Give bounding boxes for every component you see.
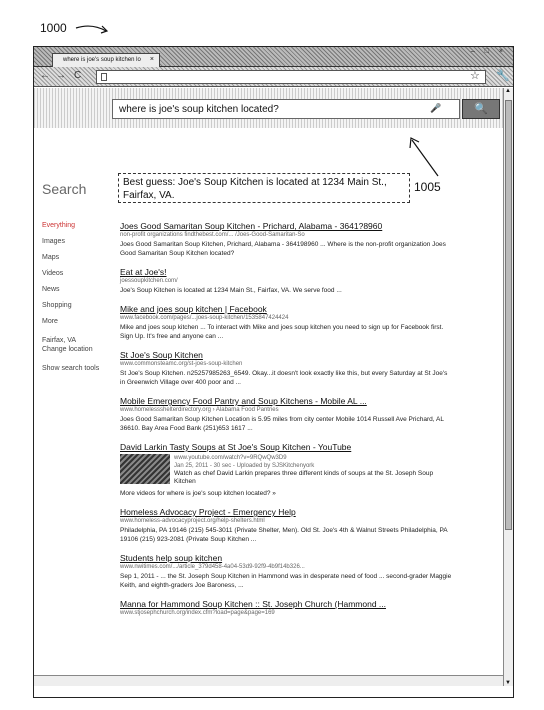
sidebar-item-maps[interactable]: Maps [42,254,60,261]
browser-toolbar [34,67,513,87]
result-url: www.nwitimes.com/.../article_379d458-4a04-53d9-92f9-4b9f14b326... [120,564,305,570]
result-item [120,351,452,387]
sidebar-item-images[interactable]: Images [42,238,65,245]
result-title-link[interactable]: Mobile Emergency Food Pantry and Soup Kitchens - Mobile AL ... [120,396,367,406]
video-upload-info: Jan 25, 2011 - 30 sec - Uploaded by SJSKitchenyork [174,463,315,469]
result-snippet: Joe's Soup Kitchen is located at 1234 Main St., Fairfax, VA. We serve food ... [120,287,342,294]
result-title-link[interactable]: Joes Good Samaritan Soup Kitchen - Prichard, Alabama - 3641?8960 [120,221,383,231]
result-snippet: Mike and joes soup kitchen ... To interact with Mike and joes soup kitchen you need to sign up for Facebook first. Sign Up. It's free and anyone can ... [120,324,444,340]
result-url: joessoupkitchen.com/ [120,278,178,284]
microphone-icon[interactable]: 🎤 [430,103,442,113]
result-item [120,600,452,618]
result-title-link[interactable]: Students help soup kitchen [120,553,223,563]
magnifier-icon: 🔍 [474,103,488,115]
result-item [120,397,452,433]
sidebar-item-everything[interactable]: Everything [42,222,76,229]
search-heading: Search [42,181,87,197]
result-title-link[interactable]: Manna for Hammond Soup Kitchen :: St. Joseph Church (Hammond ... [120,599,386,609]
location-text: Fairfax, VA [42,337,77,344]
more-videos-link[interactable]: More videos for where is joe's soup kitchen located? » [120,490,276,497]
result-url: www.commonsteamc.org/st-joes-soup-kitchen [120,361,243,367]
result-title-link[interactable]: Homeless Advocacy Project - Emergency Help [120,507,296,517]
result-item [120,508,452,544]
address-bar[interactable] [96,70,486,84]
figure-arrow-icon [74,20,114,36]
callout-arrow-icon [404,130,444,180]
scroll-up-icon[interactable]: ▲ [505,88,511,94]
result-title-link[interactable]: Eat at Joe's! [120,267,167,277]
result-item [120,222,452,258]
sidebar-item-more[interactable]: More [42,318,58,325]
result-snippet: Watch as chef David Larkin prepares three different kinds of soups at the St. Joseph Soup Kitchen [174,470,434,485]
result-url: www.homelessshelterdirectory.org › Alabama Food Pantries [120,407,279,413]
wrench-icon[interactable]: 🔧 [496,70,510,82]
window-controls[interactable]: – □ × [470,48,507,55]
search-button[interactable] [462,99,500,119]
result-item [120,305,452,341]
video-thumbnail[interactable] [120,454,170,484]
video-meta [174,454,452,486]
result-url: www.homeless-advocacyproject.org/help-shelters.html [120,518,265,524]
callout-label: 1005 [414,180,441,194]
result-url: non-profit organizations findthebest.com/... /Joes-Good-Samaritan-So [120,232,305,238]
search-input[interactable]: where is joe's soup kitchen located? [112,99,460,119]
browser-tab[interactable] [52,53,160,67]
result-item [120,268,452,295]
tab-close-icon[interactable]: × [149,56,154,63]
horizontal-scrollbar[interactable] [34,675,504,686]
reload-icon[interactable]: C [74,70,82,81]
result-snippet: St Joe's Soup Kitchen. n25257985263_6549. Okay...it doesn't look exactly like this, but every Saturday at St Joe's in Greenwich Village over 400 poor and ... [120,370,448,386]
result-url: www.facebook.com/pages/...joes-soup-kitchen/1535847424424 [120,315,289,321]
title-bar [34,47,513,67]
scroll-thumb[interactable] [505,100,512,530]
bookmark-star-icon[interactable]: ☆ [470,70,480,82]
result-url: www.stjosephchurch.org/index.cfm?load=page&page=169 [120,610,275,616]
video-result-item [120,443,452,498]
show-search-tools-link[interactable]: Show search tools [42,365,100,372]
tab-title: where is joe's soup kitchen lo [63,57,141,63]
result-snippet: Sep 1, 2011 - ... the St. Joseph Soup Kitchen in Hammond was in desperate need of food ... second-grader Maggie Keith, and eighth-graders Joe Baroness, ... [120,573,452,589]
result-title-link[interactable]: David Larkin Tasty Soups at St Joe's Soup Kitchen - YouTube [120,442,352,452]
vertical-scrollbar[interactable] [503,88,513,686]
back-arrow-icon[interactable]: ← [40,70,50,81]
search-header [34,88,504,128]
result-title-link[interactable]: Mike and joes soup kitchen | Facebook [120,304,267,314]
page-icon [101,73,107,81]
result-url: www.youtube.com/watch?v=9RQwQw3D9 [174,455,287,461]
sidebar-item-videos[interactable]: Videos [42,270,64,277]
sidebar-item-news[interactable]: News [42,286,60,293]
results-list [120,222,452,628]
forward-arrow-icon[interactable]: → [56,70,66,81]
change-location-link[interactable]: Change location [42,346,93,353]
figure-label: 1000 [40,21,67,35]
result-snippet: Joes Good Samaritan Soup Kitchen Location is 5.95 miles from city center Mobile 1014 Russell Ave Prichard, AL 36610. Bay Area Food Bank (251)653 1617 ... [120,416,444,432]
search-sidebar [42,222,99,381]
result-item [120,554,452,590]
result-snippet: Joes Good Samaritan Soup Kitchen, Prichard, Alabama - 364198960 ... Where is the non-profit organization Joes Good Samaritan Soup Kitchen located? [120,241,446,257]
result-snippet: Philadelphia, PA 19146 (215) 545-3011 (Private Shelter, Men). Old St. Joe's 4th & Walnut Streets Philadelphia, PA 19106 (215) 923-2081 (Private Soup Kitchen ... [120,527,448,543]
sidebar-item-shopping[interactable]: Shopping [42,302,72,309]
result-title-link[interactable]: St Joe's Soup Kitchen [120,350,203,360]
video-block [120,454,452,486]
best-guess-box: Best guess: Joe's Soup Kitchen is located at 1234 Main St., Fairfax, VA. [118,173,410,203]
scroll-down-icon[interactable]: ▼ [505,680,511,686]
